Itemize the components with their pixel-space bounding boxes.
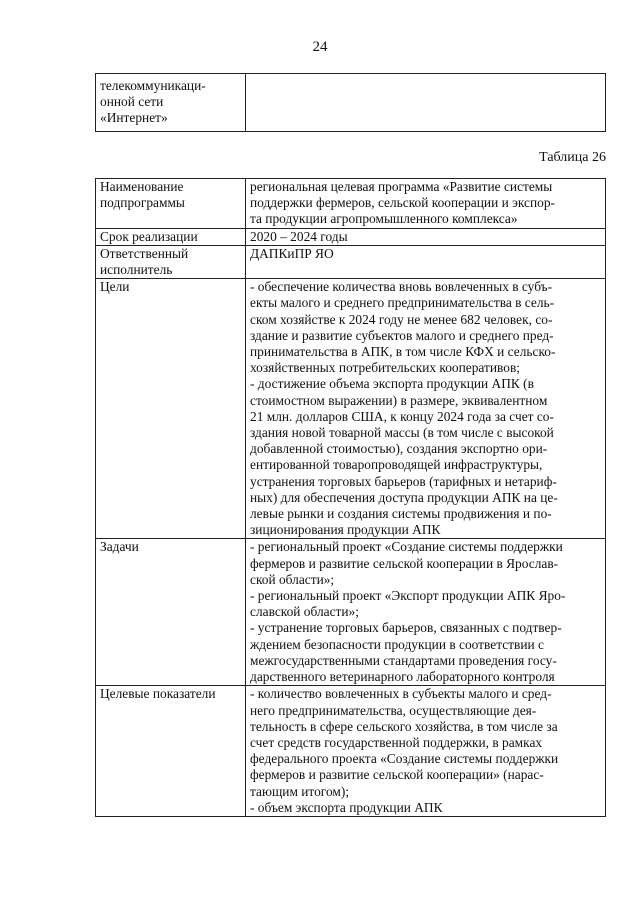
value-line: - достижение объема экспорта продукции АПК (в	[250, 376, 534, 392]
value-line: ентированной товаропроводящей инфраструктуры,	[250, 457, 543, 473]
row-label	[96, 228, 246, 245]
table-row	[96, 228, 606, 245]
value-line: та продукции агропромышленного комплекса»	[250, 211, 518, 227]
label-line: Ответственный	[100, 245, 189, 261]
value-line: принимательства в АПК, в том числе КФХ и сельско-	[250, 344, 556, 360]
value-line: - объем экспорта продукции АПК	[250, 799, 443, 815]
row-value	[246, 74, 606, 132]
value-line: ДАПКиПР ЯО	[250, 245, 334, 261]
value-line: 21 млн. долларов США, к концу 2024 года за счет со-	[250, 408, 554, 424]
value-line: - региональный проект «Экспорт продукции АПК Яро-	[250, 588, 566, 604]
value-line: - количество вовлеченных в субъекты малого и сред-	[250, 686, 552, 702]
table-row	[96, 245, 606, 278]
value-line: здание и развитие субъектов малого и среднего пред-	[250, 327, 554, 343]
row-value	[246, 228, 606, 245]
table-row	[96, 686, 606, 817]
row-value	[246, 686, 606, 817]
table-caption: Таблица 26	[539, 150, 606, 165]
label-line: телекоммуникаци-	[100, 78, 206, 93]
subprogram-table	[95, 178, 606, 817]
row-label	[96, 686, 246, 817]
row-label	[96, 245, 246, 278]
value-line: здания новой товарной массы (в том числе с высокой	[250, 425, 554, 441]
row-label	[96, 539, 246, 686]
table-row	[96, 539, 606, 686]
label-line: «Интернет»	[100, 110, 168, 126]
value-line: региональная целевая программа «Развитие системы	[250, 179, 553, 194]
table-row	[96, 179, 606, 229]
row-label	[96, 279, 246, 539]
label-line: Целевые показатели	[100, 686, 216, 702]
value-line: - устранение торговых барьеров, связанных с подтвер-	[250, 620, 562, 636]
value-line: фермеров и развитие сельской кооперации в Ярослав-	[250, 555, 559, 571]
label-line: Задачи	[100, 539, 139, 555]
row-value	[246, 539, 606, 686]
row-label	[96, 74, 246, 132]
row-value	[246, 245, 606, 278]
value-line: ской области»;	[250, 571, 335, 587]
value-line: стоимостном выражении) в размере, эквивалентном	[250, 392, 548, 408]
value-line: фермеров и развитие сельской кооперации» (нарас-	[250, 767, 544, 783]
value-line: счет средств государственной поддержки, в рамках	[250, 734, 543, 750]
value-line: поддержки фермеров, сельской кооперации и экспор-	[250, 195, 555, 211]
value-line: ждением безопасности продукции в соответствии с	[250, 636, 544, 652]
table-row	[96, 74, 606, 132]
label-line: подпрограммы	[100, 195, 185, 211]
value-line: добавленной стоимостью), создания экспортно ори-	[250, 441, 548, 457]
value-line: устранения торговых барьеров (тарифных и нетариф-	[250, 473, 557, 489]
value-line: - региональный проект «Создание системы поддержки	[250, 539, 563, 555]
value-line: дарственного ветеринарного лабораторного контроля	[250, 669, 555, 685]
row-value	[246, 279, 606, 539]
row-label	[96, 179, 246, 229]
value-line: екты малого и среднего предпринимательства в сель-	[250, 295, 555, 311]
page-number: 24	[312, 39, 328, 55]
label-line: Цели	[100, 279, 130, 295]
continued-table	[95, 73, 606, 132]
label-line: онной сети	[100, 94, 164, 110]
value-line: федерального проекта «Создание системы поддержки	[250, 751, 559, 767]
value-line: левые рынки и создания системы продвижения и по-	[250, 506, 552, 522]
label-line: исполнитель	[100, 262, 173, 278]
value-line: ных) для обеспечения доступа продукции АПК на це-	[250, 489, 558, 505]
value-line: межгосударственными стандартами проведения госу-	[250, 652, 557, 668]
label-line: Срок реализации	[100, 228, 198, 244]
value-line: славской области»;	[250, 604, 359, 620]
table-row	[96, 279, 606, 539]
row-value	[246, 179, 606, 229]
value-line: 2020 – 2024 годы	[250, 228, 348, 244]
label-line: Наименование	[100, 179, 184, 194]
value-line: него предпринимательства, осуществляющие дея-	[250, 702, 537, 718]
value-line: хозяйственных потребительских кооперативов;	[250, 360, 521, 376]
value-line: - обеспечение количества вновь вовлеченных в субъ-	[250, 279, 553, 295]
value-line: тельность в сфере сельского хозяйства, в том числе за	[250, 718, 558, 734]
value-line: ском хозяйстве к 2024 году не менее 682 человек, со-	[250, 311, 553, 327]
value-line: зиционирования продукции АПК	[250, 522, 441, 538]
value-line: тающим итогом);	[250, 783, 350, 799]
